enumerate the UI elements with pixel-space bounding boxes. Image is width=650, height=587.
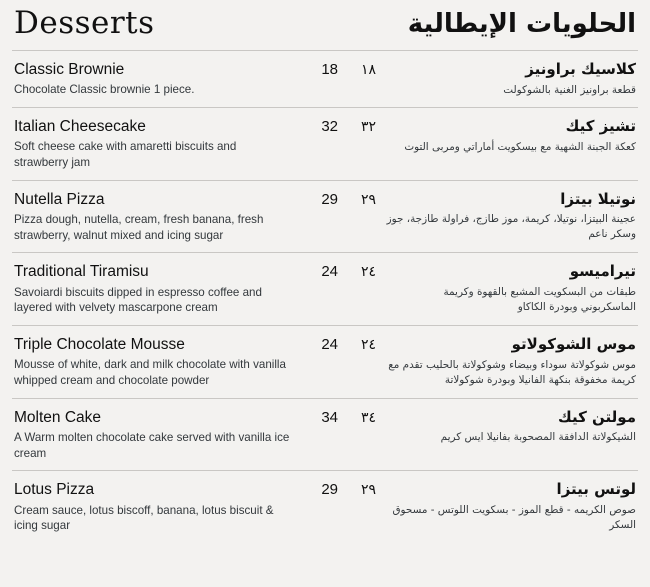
- item-arabic-block: [382, 335, 636, 388]
- item-price: 29: [321, 481, 338, 499]
- item-description-english: Savoiardi biscuits dipped in espresso coffee and layered with velvety mascarpone cream: [14, 285, 262, 315]
- item-name-arabic: مولتن كيك: [558, 407, 636, 426]
- item-description-arabic: عجينة البيتزا، نوتيلا، كريمة، موز طازج، فراولة طازجة، جوز وسكر ناعم: [386, 213, 636, 241]
- menu-item: [12, 50, 638, 107]
- item-english-block: [14, 408, 296, 462]
- item-price-arabic: ٢٩: [360, 482, 376, 499]
- item-english-block: [14, 190, 296, 244]
- menu-item: [12, 470, 638, 543]
- menu-item-list: [12, 50, 638, 543]
- item-arabic-block: [382, 190, 636, 243]
- item-price-arabic: ٣٤: [360, 409, 376, 426]
- item-description-english: A Warm molten chocolate cake served with vanilla ice cream: [14, 431, 290, 460]
- item-english-block: [14, 262, 296, 316]
- page-title-english: Desserts: [14, 5, 155, 41]
- item-price-arabic: ٣٢: [360, 119, 376, 136]
- item-english-block: [14, 117, 296, 171]
- item-price: 34: [321, 408, 338, 426]
- item-english-block: [14, 60, 296, 98]
- item-arabic-block: [382, 480, 636, 533]
- item-name-arabic: موس الشوكولاتو: [511, 335, 636, 354]
- item-name-english: Traditional Tiramisu: [14, 263, 149, 281]
- item-description-arabic: قطعة براونيز الغنية بالشوكولت: [503, 83, 636, 96]
- menu-item: [12, 252, 638, 325]
- item-arabic-block: [382, 60, 636, 98]
- item-description-arabic: كعكة الجبنة الشهية مع بيسكويت أماراتي ومربى التوت: [404, 140, 636, 153]
- item-description-arabic: موس شوكولاتة سوداء وبيضاء وشوكولاتة بالحليب تقدم مع كريمة مخفوقة بنكهة الفانيلا وبودرة شوكولاتة: [388, 358, 636, 386]
- item-name-english: Classic Brownie: [14, 61, 125, 79]
- item-description-english: Soft cheese cake with amaretti biscuits and strawberry jam: [14, 140, 237, 170]
- item-name-english: Italian Cheesecake: [14, 118, 146, 136]
- item-name-english: Nutella Pizza: [14, 190, 105, 208]
- item-english-block: [14, 335, 296, 389]
- item-price-arabic: ٢٩: [360, 191, 376, 208]
- item-price-arabic: ٢٤: [360, 337, 376, 354]
- item-price: 24: [321, 336, 338, 354]
- item-description-arabic: صوص الكريمه - قطع الموز - بسكويت اللوتس - مسحوق السكر: [392, 503, 636, 531]
- item-description-english: Cream sauce, lotus biscoff, banana, lotus biscuit & icing sugar: [14, 503, 274, 533]
- item-price-arabic: ٢٤: [360, 264, 376, 281]
- item-name-arabic: تشيز كيك: [565, 117, 636, 136]
- item-price-arabic: ١٨: [360, 62, 376, 79]
- item-name-arabic: تيراميسو: [569, 262, 636, 281]
- page-title-arabic: الحلويات الإيطالية: [407, 9, 636, 39]
- item-description-english: Pizza dough, nutella, cream, fresh banana, fresh strawberry, walnut mixed and icing sugar: [14, 213, 264, 242]
- item-description-english: Mousse of white, dark and milk chocolate with vanilla whipped cream and chocolate powder: [14, 358, 286, 388]
- item-description-arabic: طبقات من البسكويت المشبع بالقهوة وكريمة الماسكربوني وبودرة الكاكاو: [443, 285, 636, 313]
- item-arabic-block: [382, 117, 636, 155]
- menu-item: [12, 107, 638, 180]
- item-description-english: Chocolate Classic brownie 1 piece.: [14, 83, 195, 97]
- item-price: 24: [321, 263, 338, 281]
- item-name-arabic: كلاسيك براونيز: [525, 60, 636, 79]
- item-description-arabic: الشيكولاتة الدافقة المصحوبة بفانيلا ايس كريم: [440, 431, 636, 444]
- item-arabic-block: [382, 262, 636, 315]
- menu-item: [12, 180, 638, 253]
- item-name-english: Triple Chocolate Mousse: [14, 336, 185, 354]
- menu-header: [12, 0, 638, 50]
- item-arabic-block: [382, 408, 636, 446]
- item-name-arabic: نوتيلا بيتزا: [560, 189, 636, 208]
- item-name-arabic: لوتس بيتزا: [556, 480, 636, 499]
- item-price: 32: [321, 118, 338, 136]
- item-name-english: Lotus Pizza: [14, 481, 95, 499]
- item-price: 18: [321, 61, 338, 79]
- item-name-english: Molten Cake: [14, 408, 102, 426]
- menu-item: [12, 398, 638, 471]
- item-english-block: [14, 480, 296, 534]
- menu-item: [12, 325, 638, 398]
- item-price: 29: [321, 190, 338, 208]
